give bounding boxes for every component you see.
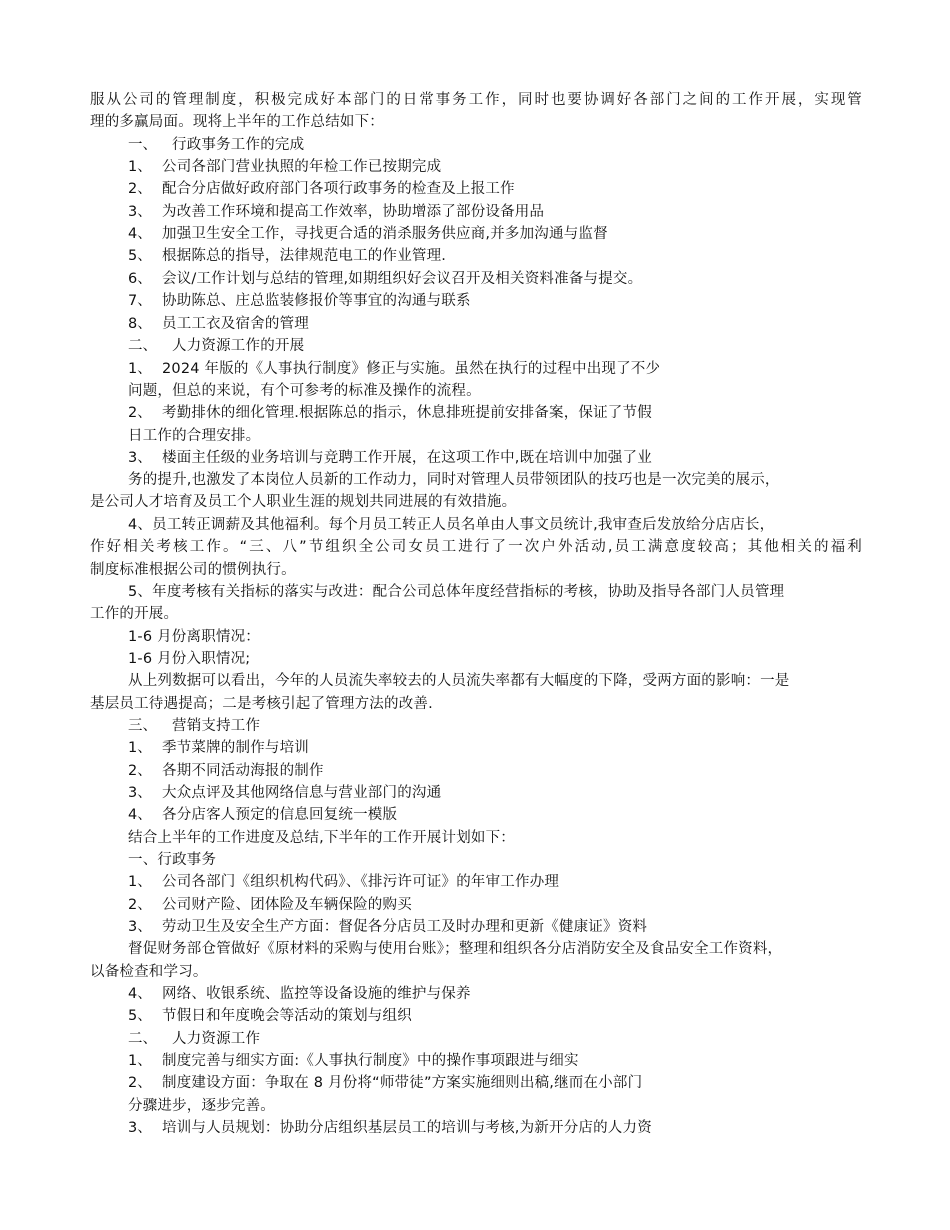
list-item: 网络、收银系统、监控等设备设施的维护与保养: [162, 986, 471, 1002]
list-item: 协助陈总、庄总监装修报价等事宜的沟通与联系: [162, 293, 471, 309]
list-item: 各分店客人预定的信息回复统一模版: [162, 807, 398, 823]
section-heading: 人力资源工作: [172, 1031, 261, 1047]
list-number: 1、: [128, 159, 152, 175]
list-item: 公司各部门营业执照的年检工作已按期完成: [162, 159, 442, 175]
list-number: 2、: [128, 897, 152, 913]
paragraph-line: 1-6 月份入职情况;: [128, 651, 251, 667]
paragraph-line: 工作的开展。: [90, 606, 179, 622]
paragraph-line: 作好相关考核工作。“三、八”节组织全公司女员工进行了一次户外活动,员工满意度较高；其他相关的福利: [90, 539, 862, 555]
list-number: 1、: [128, 740, 152, 756]
section-number: 三、: [128, 718, 157, 734]
list-item: 根据陈总的指导，法律规范电工的作业管理.: [162, 248, 447, 264]
list-item: 2024 年版的《人事执行制度》修正与实施。虽然在执行的过程中出现了不少: [162, 361, 661, 377]
paragraph-line: 从上列数据可以看出，今年的人员流失率较去的人员流失率都有大幅度的下降，受两方面的影响：一是: [128, 673, 790, 689]
paragraph-line: 督促财务部仓管做好《原材料的采购与使用台账》；整理和组织各分店消防安全及食品安全工作资料，: [128, 941, 783, 957]
paragraph-line: 理的多赢局面。现将上半年的工作总结如下：: [90, 114, 384, 130]
list-number: 4、: [128, 226, 152, 242]
list-number: 5、: [128, 248, 152, 264]
list-item: 制度建设方面：争取在 8 月份将“师带徒”方案实施细则出稿,继而在小部门: [162, 1075, 643, 1091]
list-number: 6、: [128, 271, 152, 287]
section-heading: 人力资源工作的开展: [172, 338, 305, 354]
list-number: 4、: [128, 986, 152, 1002]
section-heading: 行政事务工作的完成: [172, 137, 305, 153]
list-item: 为改善工作环境和提高工作效率，协助增添了部份设备用品: [162, 204, 545, 220]
list-item: 楼面主任级的业务培训与竞聘工作开展，在这项工作中,既在培训中加强了业: [162, 450, 652, 466]
paragraph-line: 是公司人才培育及员工个人职业生涯的规划共同进展的有效措施。: [90, 494, 517, 510]
paragraph-line: 5、年度考核有关指标的落实与改进：配合公司总体年度经营指标的考核，协助及指导各部门人员管理: [128, 584, 785, 600]
list-number: 1、: [128, 874, 152, 890]
list-item: 会议/工作计划与总结的管理,如期组织好会议召开及相关资料准备与提交。: [162, 271, 643, 287]
list-item: 加强卫生安全工作，寻找更合适的消杀服务供应商,并多加沟通与监督: [162, 226, 608, 242]
paragraph-line: 分骤进步，逐步完善。: [128, 1098, 275, 1114]
list-number: 2、: [128, 181, 152, 197]
list-number: 2、: [128, 1075, 152, 1091]
paragraph-line: 问题，但总的来说，有个可参考的标准及操作的流程。: [128, 383, 481, 399]
paragraph-line: 以备检查和学习。: [90, 964, 208, 980]
paragraph-line: 4、员工转正调薪及其他福利。每个月员工转正人员名单由人事文员统计,我审查后发放给分店店长，: [128, 517, 775, 533]
list-item: 考勤排休的细化管理.根据陈总的指示，休息排班提前安排备案，保证了节假: [162, 405, 652, 421]
list-item: 季节菜牌的制作与培训: [162, 740, 309, 756]
paragraph-line: 1-6 月份离职情况：: [128, 629, 260, 645]
paragraph-line: 结合上半年的工作进度及总结,下半年的工作开展计划如下：: [128, 830, 516, 846]
list-item: 节假日和年度晚会等活动的策划与组织: [162, 1008, 412, 1024]
list-number: 1、: [128, 361, 152, 377]
list-number: 5、: [128, 1008, 152, 1024]
list-item: 大众点评及其他网络信息与营业部门的沟通: [162, 785, 442, 801]
paragraph-line: 制度标准根据公司的惯例执行。: [90, 562, 296, 578]
list-number: 1、: [128, 1053, 152, 1069]
list-number: 2、: [128, 763, 152, 779]
list-item: 制度完善与细实方面:《人事执行制度》中的操作事项跟进与细实: [162, 1053, 579, 1069]
list-item: 培训与人员规划：协助分店组织基层员工的培训与考核,为新开分店的人力资: [162, 1120, 652, 1136]
section-heading: 一、行政事务: [128, 852, 217, 868]
section-heading: 营销支持工作: [172, 718, 261, 734]
list-item: 配合分店做好政府部门各项行政事务的检查及上报工作: [162, 181, 515, 197]
paragraph-line: 基层员工待遇提高；二是考核引起了管理方法的改善.: [90, 696, 433, 712]
list-item: 各期不同活动海报的制作: [162, 763, 324, 779]
section-number: 二、: [128, 1031, 157, 1047]
list-number: 3、: [128, 785, 152, 801]
paragraph-line: 务的提升,也激发了本岗位人员新的工作动力，同时对管理人员带领团队的技巧也是一次完美的展示，: [128, 472, 780, 488]
paragraph-line: 服从公司的管理制度，积极完成好本部门的日常事务工作，同时也要协调好各部门之间的工作开展，实现管: [90, 92, 862, 108]
list-number: 4、: [128, 807, 152, 823]
section-number: 一、: [128, 137, 157, 153]
list-item: 员工工衣及宿舍的管理: [162, 316, 309, 332]
list-number: 2、: [128, 405, 152, 421]
list-number: 3、: [128, 204, 152, 220]
paragraph-line: 日工作的合理安排。: [128, 428, 261, 444]
list-item: 公司各部门《组织机构代码》、《排污许可证》的年审工作办理: [162, 874, 560, 890]
list-number: 3、: [128, 1120, 152, 1136]
list-number: 3、: [128, 450, 152, 466]
section-number: 二、: [128, 338, 157, 354]
list-number: 3、: [128, 919, 152, 935]
list-item: 劳动卫生及安全生产方面：督促各分店员工及时办理和更新《健康证》资料: [162, 919, 648, 935]
list-item: 公司财产险、团体险及车辆保险的购买: [162, 897, 412, 913]
list-number: 8、: [128, 316, 152, 332]
list-number: 7、: [128, 293, 152, 309]
